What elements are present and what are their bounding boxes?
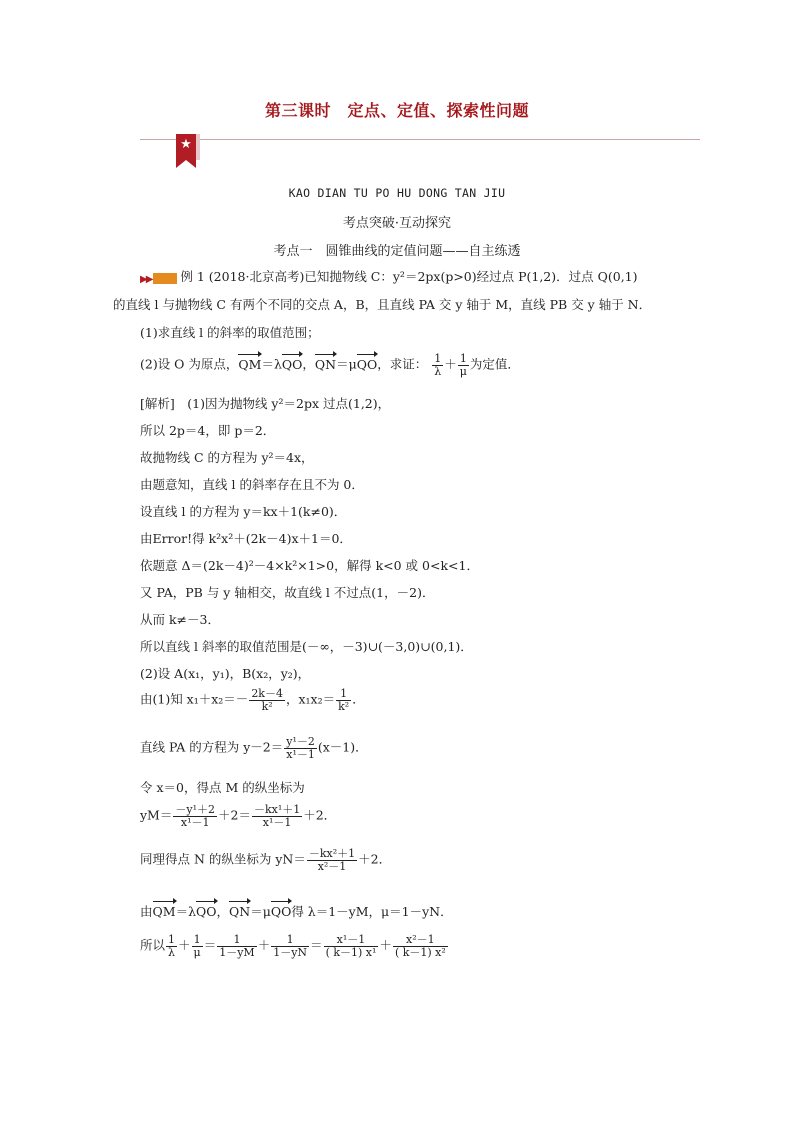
star-ribbon-icon: ★: [176, 134, 196, 160]
ribbon-shadow: [196, 134, 200, 160]
solution-line: (2)设 A(x₁，y₁)，B(x₂，y₂)，: [140, 666, 311, 681]
solution-formula: 由(1)知 x₁＋x₂＝－ $\frac{2k-4}{\text{k²}}$ ，x₁x₂＝ $\frac{1}{\text{k²}}$ ．: [140, 687, 365, 713]
example-line-1: ▶▶ 例 1 (2018·北京高考)已知抛物线 C：y²＝2px(p>0)经过点 P(1,2)．过点 Q(0,1): [140, 269, 638, 285]
solution-line: 所以直线 l 斜率的取值范围是(－∞，－3)∪(－3,0)∪(0,1)．: [140, 639, 473, 654]
topic-heading: 考点一 圆锥曲线的定值问题——自主练透: [273, 244, 521, 259]
solution-line: [解析] (1)因为抛物线 y²＝2px 过点(1,2)，: [140, 396, 391, 411]
solution-formula: 同理得点 N 的纵坐标为 yN＝ $\frac{\text{－kx²＋1}}{\text{x²－1}}$ ＋2．: [140, 847, 392, 873]
solution-line: 从而 k≠－3．: [140, 612, 220, 627]
question-2: (2)设 O 为原点，QM＝λQO，QN＝μQO，求证： $\frac{1}{\lambda}$ ＋ $\frac{1}{\mu}$ 为定值．: [140, 352, 520, 378]
solution-line: 设直线 l 的方程为 y＝kx＋1(k≠0)．: [140, 504, 347, 519]
solution-line: 由题意知，直线 l 的斜率存在且不为 0．: [140, 477, 364, 492]
section-heading: 考点突破·互动探究: [342, 216, 452, 231]
ribbon-tail: [176, 160, 196, 168]
example-marker-icon: ▶▶: [140, 270, 177, 285]
solution-line: 令 x＝0，得点 M 的纵坐标为: [140, 780, 305, 795]
solution-line: 又 PA，PB 与 y 轴相交，故直线 l 不过点(1，－2)．: [140, 585, 435, 600]
solution-line: 依题意 Δ＝(2k－4)²－4×k²×1>0，解得 k<0 或 0<k<1．: [140, 558, 479, 573]
solution-line: 故抛物线 C 的方程为 y²＝4x，: [140, 450, 314, 465]
title-divider: [140, 139, 700, 140]
example-line-2: 的直线 l 与抛物线 C 有两个不同的交点 A，B，且直线 PA 交 y 轴于 M，直线 PB 交 y 轴于 N．: [113, 297, 652, 312]
section-pinyin: KAO DIAN TU PO HU DONG TAN JIU: [288, 186, 506, 200]
page-title: 第三课时 定点、定值、探索性问题: [264, 101, 529, 120]
solution-line: 所以 2p＝4，即 p＝2．: [140, 423, 276, 438]
solution-formula: yM＝ $\frac{\text{－y¹＋2}}{\text{x¹－1}}$ ＋2＝ $\frac{\text{－kx¹＋1}}{\text{x¹－1}}$ ＋2．: [140, 803, 337, 829]
solution-line: 由QM＝λQO，QN＝μQO得 λ＝1－yM，μ＝1－yN．: [140, 904, 453, 919]
solution-formula: 所以 $\frac{1}{\lambda}$ ＋ $\frac{1}{\mu}$ ＝ $\frac{1}{1-yM}$ ＋ $\frac{1}{1-yN}$ ＝ $\frac{\text{x¹－1}}{\text{( k－1) x¹}}$ ＋ $\frac{\text{x²－1}}{\text{( k－1) x²}}$: [140, 933, 446, 959]
question-1: (1)求直线 l 的斜率的取值范围；: [140, 325, 320, 340]
solution-formula: 直线 PA 的方程为 y－2＝ $\frac{\text{y¹－2}}{\text{x¹－1}}$ (x－1)．: [140, 735, 368, 761]
solution-line: 由Error!得 k²x²＋(2k－4)x＋1＝0．: [140, 531, 352, 546]
